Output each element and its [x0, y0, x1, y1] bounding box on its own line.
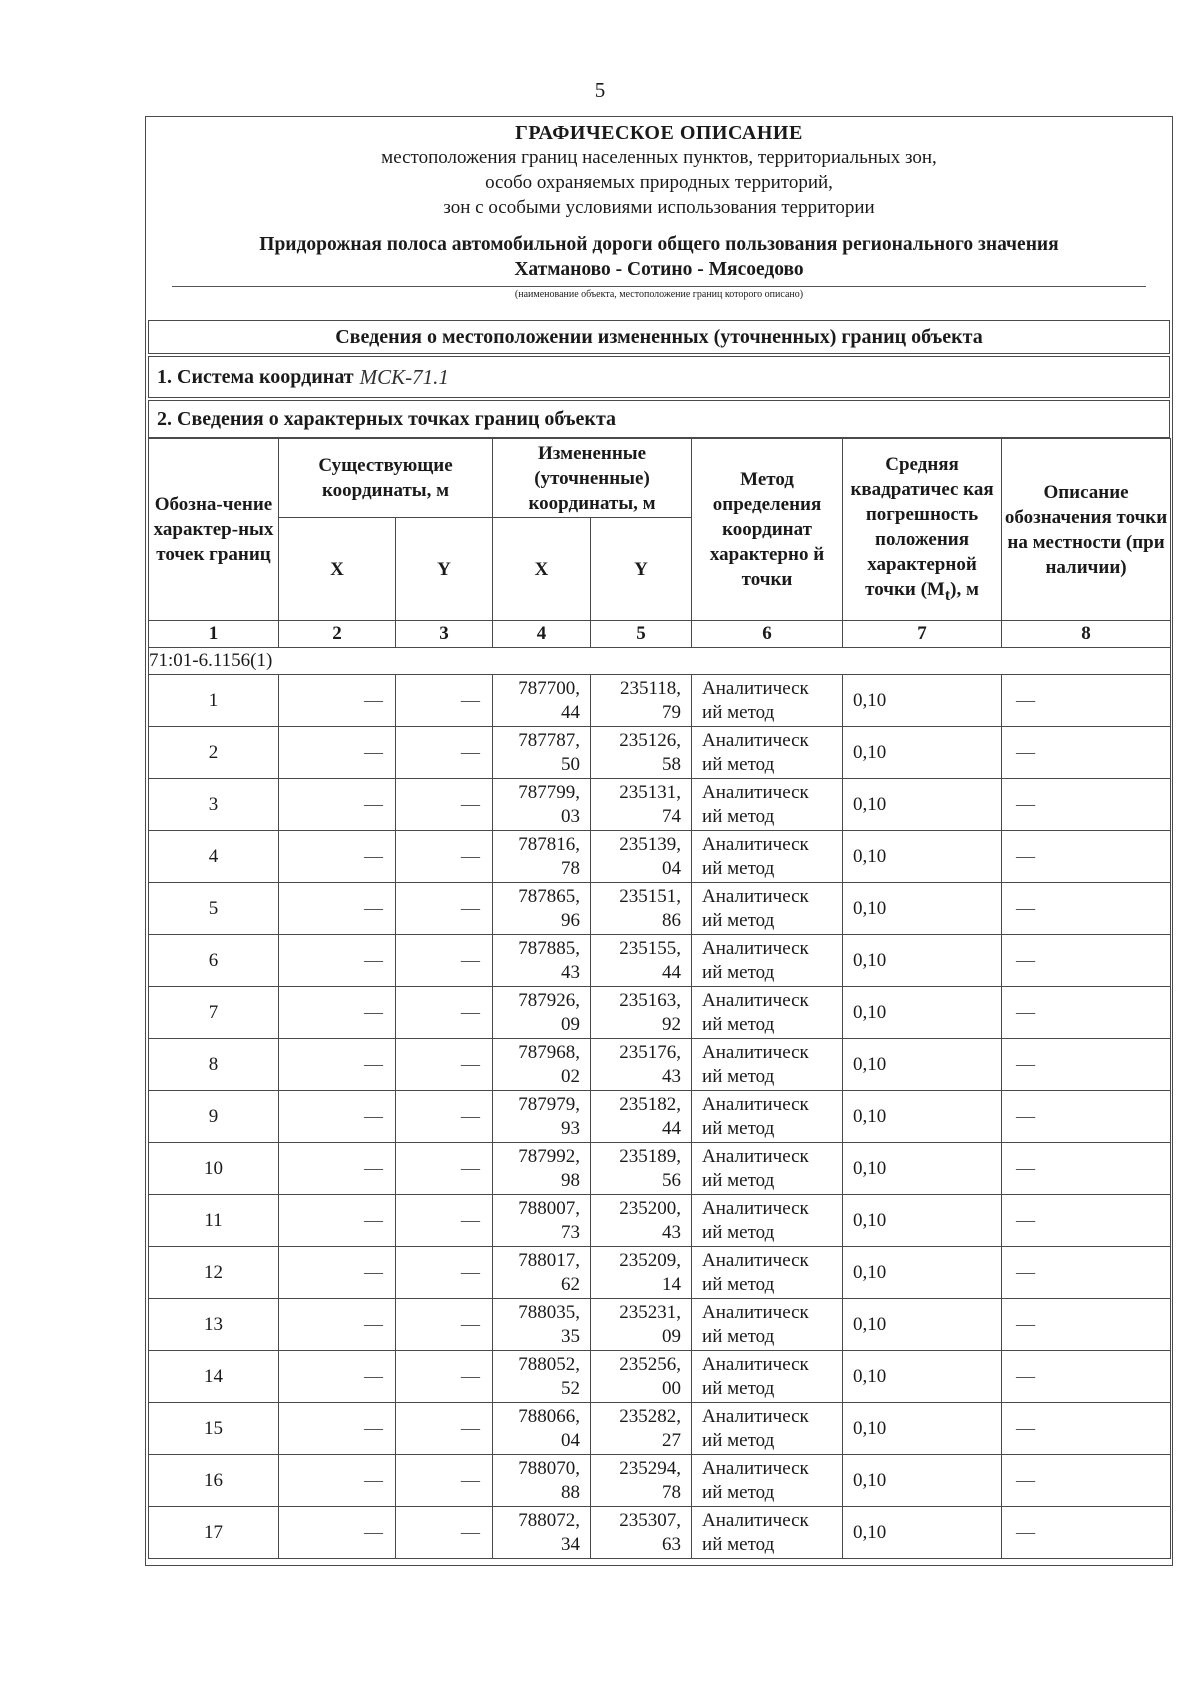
method-line-1: Аналитическ: [702, 1509, 809, 1531]
changed-y-int: 235282,: [619, 1405, 682, 1427]
point-number: 13: [149, 1299, 279, 1351]
coord-system-value: МСК-71.1: [359, 364, 449, 389]
point-description: —: [1002, 1351, 1171, 1403]
changed-x: [493, 1247, 591, 1299]
column-number: 6: [692, 621, 843, 648]
point-description: —: [1002, 935, 1171, 987]
group-label: 71:01-6.1156(1): [149, 648, 1171, 675]
section-info-title: [148, 320, 1170, 354]
existing-x: —: [279, 1039, 396, 1091]
mean-error: 0,10: [843, 1039, 1002, 1091]
changed-y-frac: 74: [662, 805, 682, 827]
method-line-1: Аналитическ: [702, 833, 809, 855]
changed-y-int: 235200,: [619, 1197, 682, 1219]
column-number-row: [149, 621, 1171, 648]
changed-y: [591, 1455, 692, 1507]
point-number: 1: [149, 675, 279, 727]
method-line-2: ий метод: [702, 857, 775, 879]
method: [692, 1403, 843, 1455]
changed-x-frac: 98: [561, 1169, 581, 1191]
table-row: [149, 883, 1171, 935]
changed-y: [591, 675, 692, 727]
table-row: [149, 987, 1171, 1039]
method-line-1: Аналитическ: [702, 1145, 809, 1167]
existing-y: —: [396, 1507, 493, 1559]
changed-x-int: 787787,: [518, 729, 581, 751]
changed-x: [493, 1143, 591, 1195]
changed-y: [591, 1247, 692, 1299]
changed-x-int: 788017,: [518, 1249, 581, 1271]
coord-system-label: 1. Система координат: [157, 365, 354, 388]
method-line-1: Аналитическ: [702, 677, 809, 699]
mean-error: 0,10: [843, 1507, 1002, 1559]
point-description: —: [1002, 987, 1171, 1039]
table-row: [149, 831, 1171, 883]
table-row: [149, 1247, 1171, 1299]
changed-x-int: 788070,: [518, 1457, 581, 1479]
section-points-title-text: 2. Сведения о характерных точках границ объекта: [157, 407, 617, 430]
point-number: 5: [149, 883, 279, 935]
point-number: 16: [149, 1455, 279, 1507]
changed-y: [591, 727, 692, 779]
changed-x: [493, 1195, 591, 1247]
point-description: —: [1002, 779, 1171, 831]
changed-y-int: 235256,: [619, 1353, 682, 1375]
method-line-1: Аналитическ: [702, 1249, 809, 1271]
header-method: Метод определения координат характерно й точки: [692, 439, 843, 621]
changed-x: [493, 1299, 591, 1351]
existing-y: —: [396, 1143, 493, 1195]
changed-x-frac: 09: [561, 1013, 581, 1035]
method: [692, 675, 843, 727]
changed-x-frac: 62: [561, 1273, 581, 1295]
column-number: 1: [149, 621, 279, 648]
object-name-line-2: Хатманово - Сотино - Мясоедово: [514, 259, 804, 280]
point-description: —: [1002, 831, 1171, 883]
column-number: 5: [591, 621, 692, 648]
changed-y-int: 235131,: [619, 781, 682, 803]
existing-x: —: [279, 935, 396, 987]
header-description: Описание обозначения точки на местности (при наличии): [1002, 439, 1171, 621]
header-changed-x: X: [493, 518, 591, 621]
existing-x: —: [279, 987, 396, 1039]
existing-x: —: [279, 1195, 396, 1247]
table-row: [149, 675, 1171, 727]
method: [692, 987, 843, 1039]
mean-error: 0,10: [843, 883, 1002, 935]
changed-x-int: 787865,: [518, 885, 581, 907]
changed-y-int: 235307,: [619, 1509, 682, 1531]
table-row: [149, 1455, 1171, 1507]
header-error-text: Средняя квадратичес кая погрешность положения характерной точки (M: [850, 453, 994, 600]
changed-x-int: 787968,: [518, 1041, 581, 1063]
existing-x: —: [279, 1455, 396, 1507]
changed-x: [493, 1403, 591, 1455]
point-description: —: [1002, 1195, 1171, 1247]
point-number: 14: [149, 1351, 279, 1403]
method-line-2: ий метод: [702, 1065, 775, 1087]
method: [692, 779, 843, 831]
existing-y: —: [396, 1455, 493, 1507]
existing-x: —: [279, 1091, 396, 1143]
changed-y: [591, 935, 692, 987]
column-number: 2: [279, 621, 396, 648]
method-line-1: Аналитическ: [702, 937, 809, 959]
table-row: [149, 779, 1171, 831]
existing-x: —: [279, 1143, 396, 1195]
mean-error: 0,10: [843, 1143, 1002, 1195]
method: [692, 727, 843, 779]
header-existing-coords: Существующие координаты, м: [279, 439, 493, 518]
changed-y: [591, 1195, 692, 1247]
object-caption: (наименование объекта, местоположение границ которого описано): [514, 289, 804, 300]
method-line-2: ий метод: [702, 1377, 775, 1399]
existing-y: —: [396, 831, 493, 883]
method-line-2: ий метод: [702, 1169, 775, 1191]
table-row: [149, 1299, 1171, 1351]
section-coordinate-system: [148, 356, 1170, 398]
header-error: [843, 439, 1002, 621]
method-line-2: ий метод: [702, 753, 775, 775]
method-line-1: Аналитическ: [702, 1197, 809, 1219]
method-line-1: Аналитическ: [702, 1093, 809, 1115]
header-error-suffix: ), м: [950, 578, 979, 600]
point-description: —: [1002, 1299, 1171, 1351]
method-line-1: Аналитическ: [702, 1353, 809, 1375]
changed-y-frac: 56: [662, 1169, 682, 1191]
point-description: —: [1002, 1507, 1171, 1559]
changed-x: [493, 935, 591, 987]
section-points-title: [148, 400, 1170, 438]
existing-x: —: [279, 779, 396, 831]
changed-y-int: 235176,: [619, 1041, 682, 1063]
method-line-2: ий метод: [702, 1429, 775, 1451]
mean-error: 0,10: [843, 1247, 1002, 1299]
method-line-1: Аналитическ: [702, 1405, 809, 1427]
existing-y: —: [396, 727, 493, 779]
point-number: 12: [149, 1247, 279, 1299]
changed-x-int: 787926,: [518, 989, 581, 1011]
changed-x: [493, 1507, 591, 1559]
header-existing-x: X: [279, 518, 396, 621]
method-line-1: Аналитическ: [702, 1041, 809, 1063]
changed-y-int: 235155,: [619, 937, 682, 959]
existing-x: —: [279, 675, 396, 727]
changed-x-int: 788007,: [518, 1197, 581, 1219]
existing-y: —: [396, 1299, 493, 1351]
existing-y: —: [396, 675, 493, 727]
method: [692, 1247, 843, 1299]
header-changed-coords: Измененные (уточненные) координаты, м: [493, 439, 692, 518]
changed-y-frac: 79: [662, 701, 682, 723]
changed-x-frac: 04: [561, 1429, 581, 1451]
column-number: 7: [843, 621, 1002, 648]
point-number: 2: [149, 727, 279, 779]
method-line-1: Аналитическ: [702, 885, 809, 907]
point-number: 3: [149, 779, 279, 831]
table-row: [149, 1143, 1171, 1195]
point-description: —: [1002, 1039, 1171, 1091]
existing-y: —: [396, 1403, 493, 1455]
point-number: 10: [149, 1143, 279, 1195]
changed-y: [591, 779, 692, 831]
method: [692, 1195, 843, 1247]
changed-x-frac: 78: [561, 857, 581, 879]
point-description: —: [1002, 1091, 1171, 1143]
changed-x: [493, 883, 591, 935]
mean-error: 0,10: [843, 1299, 1002, 1351]
header-designation: Обозна-чение характер-ных точек границ: [149, 439, 279, 621]
section-info-title-text: Сведения о местоположении измененных (уточненных) границ объекта: [335, 325, 983, 348]
method-line-2: ий метод: [702, 701, 775, 723]
changed-y: [591, 1143, 692, 1195]
existing-x: —: [279, 727, 396, 779]
existing-x: —: [279, 1247, 396, 1299]
subtitle-line-3: зон с особыми условиями использования территории: [443, 197, 875, 218]
table-row: [149, 935, 1171, 987]
group-row: [149, 648, 1171, 675]
existing-y: —: [396, 1195, 493, 1247]
method: [692, 1039, 843, 1091]
point-description: —: [1002, 883, 1171, 935]
method-line-2: ий метод: [702, 1117, 775, 1139]
point-number: 17: [149, 1507, 279, 1559]
changed-x-frac: 73: [561, 1221, 581, 1243]
table-body: [149, 621, 1171, 1559]
changed-y-int: 235163,: [619, 989, 682, 1011]
changed-x-frac: 52: [561, 1377, 581, 1399]
existing-x: —: [279, 1351, 396, 1403]
existing-y: —: [396, 935, 493, 987]
point-description: —: [1002, 727, 1171, 779]
method: [692, 883, 843, 935]
method: [692, 1091, 843, 1143]
method: [692, 1143, 843, 1195]
existing-y: —: [396, 1039, 493, 1091]
changed-y-int: 235231,: [619, 1301, 682, 1323]
method: [692, 1507, 843, 1559]
method: [692, 831, 843, 883]
changed-x-frac: 50: [561, 753, 581, 775]
mean-error: 0,10: [843, 1403, 1002, 1455]
changed-y-int: 235139,: [619, 833, 682, 855]
changed-y-int: 235118,: [619, 677, 682, 699]
changed-x: [493, 987, 591, 1039]
changed-y-int: 235189,: [619, 1145, 682, 1167]
changed-y-frac: 44: [662, 961, 682, 983]
point-description: —: [1002, 1247, 1171, 1299]
point-description: —: [1002, 1455, 1171, 1507]
changed-x-frac: 02: [561, 1065, 581, 1087]
changed-x-int: 787885,: [518, 937, 581, 959]
changed-x-frac: 88: [561, 1481, 581, 1503]
method-line-2: ий метод: [702, 805, 775, 827]
method-line-2: ий метод: [702, 1325, 775, 1347]
changed-x-frac: 35: [561, 1325, 581, 1347]
table-header-row-1: [149, 439, 1171, 518]
points-table: [148, 438, 1171, 1559]
changed-y: [591, 883, 692, 935]
table-row: [149, 727, 1171, 779]
point-number: 11: [149, 1195, 279, 1247]
changed-y-frac: 27: [662, 1429, 682, 1451]
changed-y-int: 235126,: [619, 729, 682, 751]
changed-y-frac: 43: [662, 1065, 682, 1087]
method-line-1: Аналитическ: [702, 729, 809, 751]
changed-x-int: 788066,: [518, 1405, 581, 1427]
existing-y: —: [396, 779, 493, 831]
method-line-2: ий метод: [702, 961, 775, 983]
existing-y: —: [396, 1351, 493, 1403]
table-row: [149, 1351, 1171, 1403]
mean-error: 0,10: [843, 727, 1002, 779]
changed-x-frac: 03: [561, 805, 581, 827]
changed-x-int: 788052,: [518, 1353, 581, 1375]
method-line-2: ий метод: [702, 1013, 775, 1035]
object-name-underline: [172, 286, 1146, 287]
changed-x: [493, 727, 591, 779]
changed-x-int: 788035,: [518, 1301, 581, 1323]
column-number: 8: [1002, 621, 1171, 648]
method-line-2: ий метод: [702, 1533, 775, 1555]
method-line-1: Аналитическ: [702, 1457, 809, 1479]
changed-y: [591, 1351, 692, 1403]
header-existing-y: Y: [396, 518, 493, 621]
existing-x: —: [279, 1507, 396, 1559]
method-line-1: Аналитическ: [702, 781, 809, 803]
changed-y-frac: 04: [662, 857, 682, 879]
changed-x-frac: 96: [561, 909, 581, 931]
mean-error: 0,10: [843, 675, 1002, 727]
existing-x: —: [279, 883, 396, 935]
mean-error: 0,10: [843, 1455, 1002, 1507]
header-changed-y: Y: [591, 518, 692, 621]
point-number: 8: [149, 1039, 279, 1091]
mean-error: 0,10: [843, 935, 1002, 987]
changed-x-int: 787799,: [518, 781, 581, 803]
changed-y: [591, 1039, 692, 1091]
changed-x: [493, 779, 591, 831]
point-description: —: [1002, 1143, 1171, 1195]
point-number: 15: [149, 1403, 279, 1455]
point-description: —: [1002, 675, 1171, 727]
changed-y: [591, 987, 692, 1039]
header-error-sub: t: [944, 586, 951, 604]
changed-y-frac: 63: [662, 1533, 682, 1555]
changed-y-int: 235209,: [619, 1249, 682, 1271]
changed-x-frac: 43: [561, 961, 581, 983]
point-number: 9: [149, 1091, 279, 1143]
table-row: [149, 1039, 1171, 1091]
method: [692, 1299, 843, 1351]
changed-y-frac: 43: [662, 1221, 682, 1243]
existing-x: —: [279, 1299, 396, 1351]
column-number: 4: [493, 621, 591, 648]
mean-error: 0,10: [843, 779, 1002, 831]
changed-y-frac: 44: [662, 1117, 682, 1139]
existing-y: —: [396, 1247, 493, 1299]
changed-x-int: 787992,: [518, 1145, 581, 1167]
changed-y: [591, 1091, 692, 1143]
changed-y-frac: 00: [662, 1377, 682, 1399]
changed-x: [493, 1455, 591, 1507]
method: [692, 935, 843, 987]
method-line-2: ий метод: [702, 1221, 775, 1243]
object-name-line-1: Придорожная полоса автомобильной дороги общего пользования регионального значения: [259, 234, 1059, 255]
mean-error: 0,10: [843, 1091, 1002, 1143]
existing-y: —: [396, 1091, 493, 1143]
method-line-1: Аналитическ: [702, 1301, 809, 1323]
column-number: 3: [396, 621, 493, 648]
document-header: [152, 122, 1166, 300]
mean-error: 0,10: [843, 831, 1002, 883]
changed-x-int: 787979,: [518, 1093, 581, 1115]
changed-y-int: 235294,: [619, 1457, 682, 1479]
method-line-2: ий метод: [702, 909, 775, 931]
changed-x-int: 787816,: [518, 833, 581, 855]
table-row: [149, 1403, 1171, 1455]
changed-y-frac: 58: [662, 753, 682, 775]
changed-y-frac: 78: [662, 1481, 682, 1503]
changed-x-int: 788072,: [518, 1509, 581, 1531]
point-description: —: [1002, 1403, 1171, 1455]
subtitle-line-2: особо охраняемых природных территорий,: [485, 172, 833, 193]
changed-x: [493, 1351, 591, 1403]
changed-y-frac: 09: [662, 1325, 682, 1347]
method-line-2: ий метод: [702, 1481, 775, 1503]
method-line-2: ий метод: [702, 1273, 775, 1295]
changed-x: [493, 831, 591, 883]
method: [692, 1351, 843, 1403]
changed-x-frac: 34: [561, 1533, 581, 1555]
changed-x: [493, 1091, 591, 1143]
existing-x: —: [279, 1403, 396, 1455]
mean-error: 0,10: [843, 1195, 1002, 1247]
changed-y-int: 235182,: [619, 1093, 682, 1115]
changed-x: [493, 1039, 591, 1091]
point-number: 4: [149, 831, 279, 883]
document-title: ГРАФИЧЕСКОЕ ОПИСАНИЕ: [515, 122, 803, 144]
changed-y-int: 235151,: [619, 885, 682, 907]
changed-y-frac: 92: [662, 1013, 682, 1035]
changed-x-frac: 93: [561, 1117, 581, 1139]
changed-x-frac: 44: [561, 701, 581, 723]
changed-y: [591, 1299, 692, 1351]
existing-x: —: [279, 831, 396, 883]
page-number: 5: [594, 78, 606, 102]
changed-y-frac: 86: [662, 909, 682, 931]
existing-y: —: [396, 883, 493, 935]
point-number: 6: [149, 935, 279, 987]
changed-x: [493, 675, 591, 727]
method: [692, 1455, 843, 1507]
changed-y: [591, 831, 692, 883]
mean-error: 0,10: [843, 1351, 1002, 1403]
changed-y-frac: 14: [662, 1273, 682, 1295]
point-number: 7: [149, 987, 279, 1039]
table-row: [149, 1507, 1171, 1559]
changed-y: [591, 1403, 692, 1455]
subtitle-line-1: местоположения границ населенных пунктов, территориальных зон,: [381, 147, 937, 168]
method-line-1: Аналитическ: [702, 989, 809, 1011]
table-row: [149, 1091, 1171, 1143]
table-row: [149, 1195, 1171, 1247]
changed-x-int: 787700,: [518, 677, 581, 699]
changed-y: [591, 1507, 692, 1559]
mean-error: 0,10: [843, 987, 1002, 1039]
existing-y: —: [396, 987, 493, 1039]
